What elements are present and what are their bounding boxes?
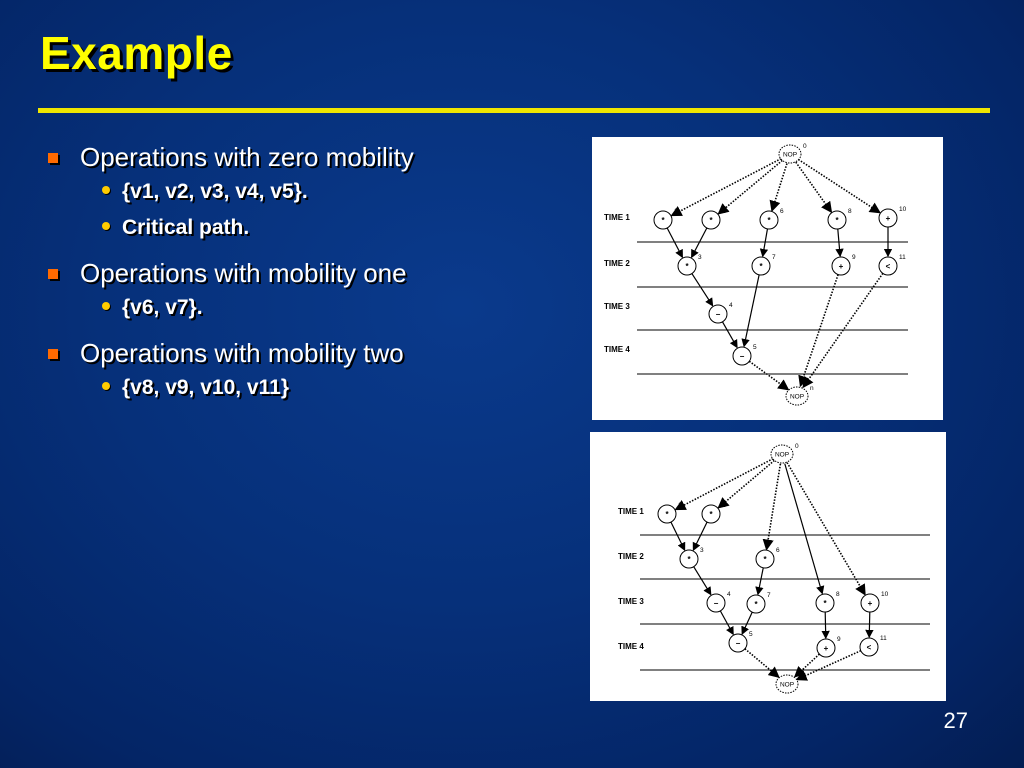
dependency-edge: [720, 611, 733, 634]
node-op-label: NOP: [779, 681, 795, 689]
operation-node-9: [832, 254, 856, 275]
dependency-edge: [671, 522, 685, 550]
node-id-label: 5: [749, 631, 753, 638]
node-op-label: *: [823, 599, 827, 608]
dot-bullet-icon: [102, 186, 110, 194]
node-op-label: −: [735, 639, 741, 648]
dependency-edge: [719, 460, 775, 507]
dependency-edge: [693, 522, 707, 550]
sub-bullet-text: {v1, v2, v3, v4, v5}.: [122, 180, 308, 203]
node-id-label: 2: [722, 208, 726, 215]
square-bullet-icon: [48, 153, 58, 163]
node-op-label: *: [767, 216, 771, 225]
node-id-label: 7: [767, 592, 771, 599]
node-id-label: 8: [848, 208, 852, 215]
node-id-label: 10: [899, 206, 907, 213]
node-id-label: 9: [852, 254, 856, 261]
time-label: TIME 2: [604, 259, 630, 268]
time-label: TIME 3: [618, 597, 644, 606]
operation-node-2: [702, 502, 726, 523]
operation-node-n: [786, 385, 814, 405]
node-id-label: 6: [776, 547, 780, 554]
sub-bullet-text: Critical path.: [122, 216, 250, 239]
dependency-edge: [869, 612, 870, 637]
dependency-edge: [767, 464, 781, 549]
sub-bullet-item: [40, 290, 580, 326]
operation-node-9: [817, 636, 841, 657]
sub-bullet-text: {v8, v9, v10, v11}: [122, 376, 289, 399]
node-op-label: *: [759, 262, 763, 271]
sub-bullet-item: [40, 370, 580, 406]
dependency-edge: [798, 159, 879, 212]
node-op-label: −: [739, 352, 745, 361]
dependency-edge: [694, 567, 711, 595]
dependency-edge: [785, 464, 822, 594]
node-op-label: *: [685, 262, 689, 271]
node-id-label: 3: [700, 547, 704, 554]
operation-node-6: [760, 208, 784, 229]
operation-node-10: [861, 591, 889, 612]
dependency-edge: [667, 228, 682, 257]
node-op-label: NOP: [774, 451, 790, 459]
time-label: TIME 3: [604, 302, 630, 311]
dependency-edge: [763, 229, 768, 256]
bullet-text: Operations with mobility two: [80, 338, 404, 368]
dependency-edge: [692, 228, 707, 257]
node-id-label: 11: [899, 254, 906, 261]
node-op-label: *: [665, 510, 669, 519]
slide-title: Example: [40, 27, 233, 79]
bullet-text: Operations with mobility one: [80, 258, 407, 288]
square-bullet-icon: [48, 269, 58, 279]
node-op-label: *: [763, 555, 767, 564]
operation-node-1: [654, 208, 678, 229]
time-label: TIME 1: [618, 507, 644, 516]
dependency-edge: [692, 274, 713, 306]
time-label: TIME 1: [604, 213, 630, 222]
node-id-label: 4: [727, 591, 731, 598]
dependency-edge: [758, 568, 763, 594]
bullet-group-mobility-two: [40, 336, 580, 406]
dependency-edge: [838, 229, 840, 256]
node-op-label: <: [885, 262, 891, 271]
node-op-label: *: [835, 216, 839, 225]
operation-node-2: [702, 208, 726, 229]
node-id-label: 11: [880, 635, 887, 642]
sub-bullet-text: {v6, v7}.: [122, 296, 203, 319]
node-op-label: *: [709, 216, 713, 225]
node-id-label: 0: [803, 143, 807, 150]
operation-node-n: [776, 673, 804, 693]
bullet-item: [40, 256, 580, 290]
node-id-label: 9: [837, 636, 841, 643]
dot-bullet-icon: [102, 302, 110, 310]
node-id-label: 1: [674, 208, 678, 215]
operation-node-6: [756, 547, 780, 568]
bullet-group-mobility-one: [40, 256, 580, 326]
operation-node-7: [747, 592, 771, 613]
operation-node-3: [680, 547, 704, 568]
node-op-label: NOP: [782, 151, 798, 159]
sub-bullet-item: [40, 210, 580, 246]
dependency-edge: [745, 649, 779, 677]
time-label: TIME 2: [618, 552, 644, 561]
dependency-edge: [825, 612, 826, 638]
dot-bullet-icon: [102, 382, 110, 390]
node-id-label: 10: [881, 591, 889, 598]
dot-bullet-icon: [102, 222, 110, 230]
node-op-label: +: [885, 214, 891, 223]
node-op-label: *: [687, 555, 691, 564]
node-op-label: +: [823, 644, 829, 653]
node-op-label: <: [866, 643, 872, 652]
dataflow-graph-svg: [590, 432, 946, 701]
dataflow-graph-svg: [592, 137, 943, 420]
bullet-list: [40, 140, 580, 416]
dependency-edge: [772, 164, 787, 211]
operation-node-7: [752, 254, 776, 275]
node-id-label: 8: [836, 591, 840, 598]
operation-node-0: [779, 143, 807, 163]
operation-node-3: [678, 254, 702, 275]
page-number: 27: [943, 708, 968, 733]
node-id-label: 0: [795, 443, 799, 450]
schedule-diagram-alap: [590, 432, 946, 701]
title-divider: [38, 108, 990, 113]
time-label: TIME 4: [604, 345, 630, 354]
bullet-group-zero-mobility: [40, 140, 580, 246]
dependency-edge: [744, 275, 759, 346]
dependency-edge: [722, 322, 737, 348]
node-op-label: NOP: [789, 393, 805, 401]
node-id-label: 3: [698, 254, 702, 261]
schedule-diagram-asap: [592, 137, 943, 420]
bullet-item: [40, 140, 580, 174]
operation-node-0: [771, 443, 799, 463]
dependency-edge: [749, 361, 788, 389]
operation-node-11: [860, 635, 887, 656]
time-label: TIME 4: [618, 642, 644, 651]
node-id-label: 4: [729, 302, 733, 309]
operation-node-11: [879, 254, 906, 275]
operation-node-8: [816, 591, 840, 612]
node-op-label: *: [661, 216, 665, 225]
node-op-label: −: [713, 599, 719, 608]
bullet-item: [40, 336, 580, 370]
dependency-edge: [787, 463, 865, 595]
operation-node-1: [658, 502, 682, 523]
node-id-label: 6: [780, 208, 784, 215]
node-id-label: n: [810, 385, 814, 392]
node-id-label: 5: [753, 344, 757, 351]
node-id-label: 2: [722, 502, 726, 509]
node-op-label: *: [754, 600, 758, 609]
bullet-text: Operations with zero mobility: [80, 142, 414, 172]
node-op-label: +: [838, 262, 844, 271]
node-id-label: n: [800, 673, 804, 680]
node-id-label: 7: [772, 254, 776, 261]
node-op-label: *: [709, 510, 713, 519]
square-bullet-icon: [48, 349, 58, 359]
node-op-label: +: [867, 599, 873, 608]
dependency-edge: [795, 654, 819, 676]
node-op-label: −: [715, 310, 721, 319]
node-id-label: 1: [678, 502, 682, 509]
operation-node-10: [879, 206, 907, 227]
sub-bullet-item: [40, 174, 580, 210]
